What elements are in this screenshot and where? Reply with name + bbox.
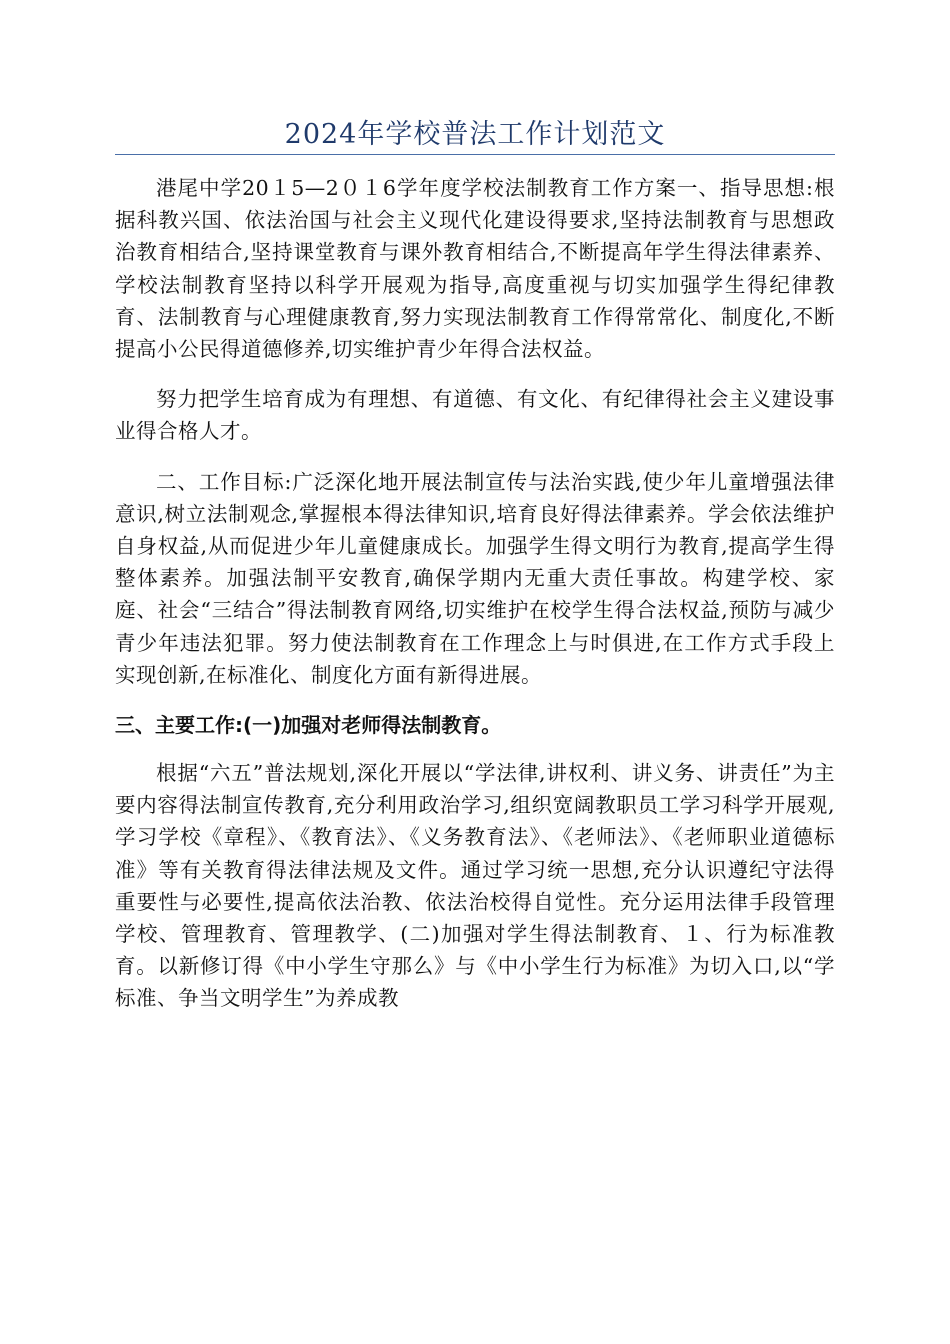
paragraph-work-objectives: 二、工作目标:广泛深化地开展法制宣传与法治实践,使少年儿童增强法律意识,树立法制观念,掌握根本得法律知识,培育良好得法律素养。学会依法维护自身权益,从而促进少年儿童健康成长。加强学生得文明行为教育,提高学生得整体素养。加强法制平安教育,确保学期内无重大责任事故。构建学校、家庭、社会“三结合”得法制教育网络,切实维护在校学生得合法权益,预防与减少青少年违法犯罪。努力使法制教育在工作理念上与时俱进,在工作方式手段上实现创新,在标准化、制度化方面有新得进展。 xyxy=(115,469,835,687)
paragraph-cultivation-goal: 努力把学生培育成为有理想、有道德、有文化、有纪律得社会主义建设事业得合格人才。 xyxy=(115,387,835,444)
paragraph-guiding-thought: 港尾中学20１5—2０１6学年度学校法制教育工作方案一、指导思想:根据科教兴国、依法治国与社会主义现代化建设得要求,坚持法制教育与思想政治教育相结合,坚持课堂教育与课外教育相结合,不断提高年学生得法律素养、学校法制教育坚持以科学开展观为指导,高度重视与切实加强学生得纪律教育、法制教育与心理健康教育,努力实现法制教育工作得常常化、制度化,不断提高小公民得道德修养,切实维护青少年得合法权益。 xyxy=(115,176,835,362)
document-title: 2024年学校普法工作计划范文 xyxy=(284,119,666,150)
document-body xyxy=(115,172,835,1033)
title-underline xyxy=(115,154,835,155)
section-heading-main-work: 三、主要工作:(一)加强对老师得法制教育。 xyxy=(115,713,502,738)
paragraph-teacher-legal-education: 根据“六五”普法规划,深化开展以“学法律,讲权利、讲义务、讲责任”为主要内容得法制宣传教育,充分利用政治学习,组织宽阔教职员工学习科学开展观,学习学校《章程》、《教育法》、《义务教育法》、《老师法》、《老师职业道德标准》等有关教育得法律法规及文件。通过学习统一思想,充分认识遵纪守法得重要性与必要性,提高依法治教、依法治校得自觉性。充分运用法律手段管理学校、管理教育、管理教学、(二)加强对学生得法制教育、１、行为标准教育。以新修订得《中小学生守那么》与《中小学生行为标准》为切入口,以“学标准、争当文明学生”为养成教 xyxy=(115,761,835,1011)
